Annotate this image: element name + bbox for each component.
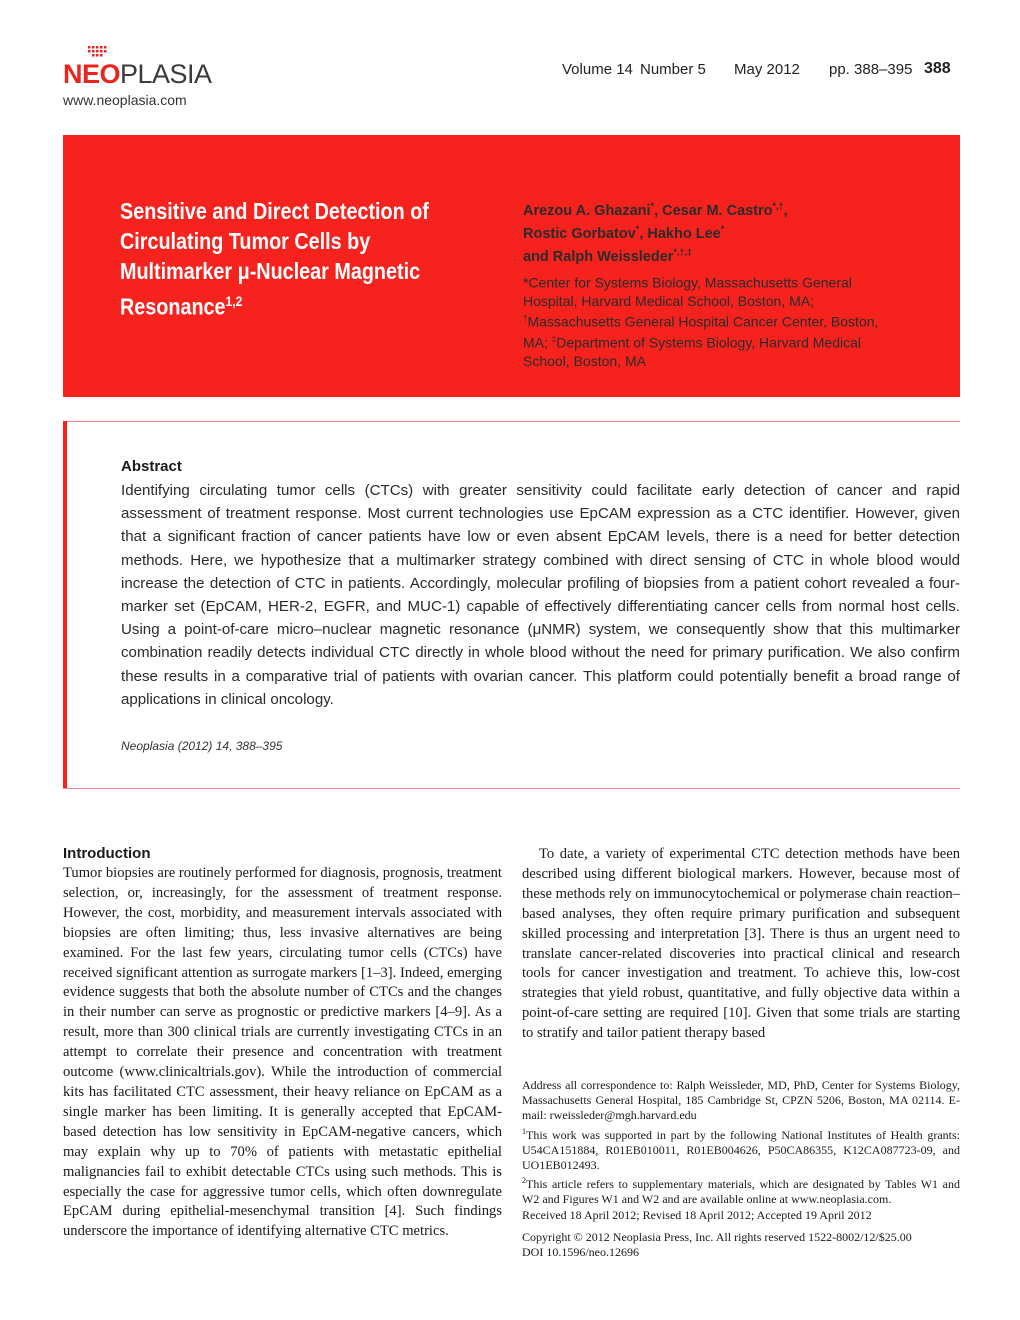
author-name: and Ralph Weissleder [523, 248, 674, 265]
affiliation-sup: † [523, 314, 528, 324]
neoplasia-logo [63, 44, 213, 92]
body-column-right [522, 845, 960, 1044]
author-sup: *,† [772, 201, 784, 211]
doi[interactable]: DOI 10.1596/neo.12696 [522, 1245, 639, 1260]
affiliation-text: Massachusetts General Hospital Cancer Center, Boston, MA; [523, 313, 879, 351]
volume: Volume 14 [562, 61, 633, 78]
correspondence-note: Address all correspondence to: Ralph Weissleder, MD, PhD, Center for Systems Biology, Massachusetts General Hospital, 185 Cambridge St, CPZN 5206, Boston, MA 02114. E-mail: rweissleder@mgh.harvard.edu [522, 1078, 960, 1123]
author-separator: , [783, 202, 788, 219]
article-title [120, 196, 430, 322]
author-separator: , [639, 225, 648, 242]
author-separator: , [654, 202, 663, 219]
issue-date: May 2012 [734, 61, 800, 78]
copyright-block [522, 1230, 960, 1260]
citation: Neoplasia (2012) 14, 388–395 [121, 739, 283, 753]
article-title-text: Sensitive and Direct Detection of Circulating Tumor Cells by Multimarker μ-Nuclear Magnetic Resonance [120, 198, 429, 320]
author-sup: * [720, 223, 725, 234]
author-name: Arezou A. Ghazani [523, 202, 651, 219]
body-column-left [63, 864, 502, 1242]
footnote-text: This article refers to supplementary materials, which are designated by Tables W1 and W2 and Figures W1 and W2 and are available online at www.neoplasia.com. [522, 1177, 960, 1207]
logo-wordmark [63, 60, 212, 88]
affiliation-sup: ‡ [551, 335, 557, 345]
footnotes [522, 1078, 960, 1223]
author-sup: *,†,‡ [673, 246, 692, 257]
author-list [523, 197, 903, 265]
logo-word-red: NEO [63, 59, 121, 89]
paragraph: To date, a variety of experimental CTC detection methods have been described using different biological markers. However, because most of these methods rely on immunocytochemical or polymerase chain reaction–based analyses, they often require primary purification and subsequent skilled processing and interpretation [3]. There is thus an urgent need to translate cancer-related discoveries into practical clinical and research tools for cancer investigation and treatment. To achieve this, low-cost strategies that yield robust, quantitative, and fully objective data within a point-of-care setting are required [10]. Given that some trials are starting to stratify and tailor patient therapy based [522, 846, 960, 1042]
abstract-heading: Abstract [121, 458, 182, 475]
footnote-text: This work was supported in part by the following National Institutes of Health grants: U54CA151884, R01EB010011, R01EB004626, P50CA86355, K12CA087723-09, and UO1EB012493. [522, 1127, 960, 1173]
title-footnote-marker: 1,2 [225, 293, 243, 309]
author-name: Rostic Gorbatov [523, 225, 636, 242]
logo-word-grey: PLASIA [120, 59, 212, 89]
footnote-2 [522, 1173, 960, 1207]
received-dates: Received 18 April 2012; Revised 18 April 2012; Accepted 19 April 2012 [522, 1207, 872, 1222]
abstract-bottom-rule [63, 788, 960, 789]
footnote-1 [522, 1124, 960, 1174]
author-sup: * [650, 201, 655, 211]
footnote-marker: 1 [522, 1126, 526, 1136]
logo-dots-icon [88, 46, 108, 60]
author-name: Cesar M. Castro [662, 202, 773, 219]
copyright: Copyright © 2012 Neoplasia Press, Inc. All rights reserved 1522-8002/12/$25.00 [522, 1230, 912, 1244]
page-range: pp. 388–395 [829, 61, 913, 78]
abstract-left-bar [63, 421, 67, 788]
abstract-top-rule [63, 421, 960, 422]
abstract-text: Identifying circulating tumor cells (CTCs) with greater sensitivity could facilitate early detection of cancer and rapid assessment of treatment response. Most current technologies use EpCAM expression as a CTC identifier. However, given that a significant fraction of cancer patients have low or even absent EpCAM levels, there is a need for better detection methods. Here, we hypothesize that a multimarker strategy combined with direct sensing of CTC in whole blood would increase the detection of CTC in patients. Accordingly, molecular profiling of biopsies from a patient cohort revealed a four-marker set (EpCAM, HER-2, EGFR, and MUC-1) capable of effectively differentiating cancer cells from normal host cells. Using a point-of-care micro–nuclear magnetic resonance (μNMR) system, we consequently show that this multimarker combination readily detects individual CTC directly in whole blood without the need for primary purification. We also confirm these results in a comparative trial of patients with ovarian cancer. This platform could potentially benefit a broad range of applications in clinical oncology. [121, 482, 960, 708]
page-number: 388 [924, 60, 951, 77]
affiliations [523, 271, 903, 370]
affiliation-text: Department of Systems Biology, Harvard Medical School, Boston, MA [523, 334, 861, 370]
footnote-marker: 2 [522, 1176, 526, 1186]
paragraph: Tumor biopsies are routinely performed for diagnosis, prognosis, treatment selection, or, increasingly, for the assessment of treatment response. However, the cost, morbidity, and measurement intervals associated with biopsies are often limiting; thus, less invasive alternatives are being examined. For the last few years, circulating tumor cells (CTCs) have received significant attention as surrogate markers [1–3]. Indeed, emerging evidence suggests that both the absolute number of CTCs and the changes in their number can serve as prognostic or predictive markers [4–9]. As a result, more than 300 clinical trials are currently investigating CTCs in an attempt to correlate their presence and concentration with treatment outcome (www.clinicaltrials.gov). While the introduction of commercial kits has facilitated CTC assessment, their heavy reliance on EpCAM as a single marker has been limiting. It is generally accepted that EpCAM-based detection has low sensitivity in EpCAM-negative cancers, which may explain why up to 70% of patients with metastatic epithelial malignancies fail to exhibit detectable CTCs using such methods. This is especially the case for aggressive tumor cells, which often downregulate EpCAM during epithelial-mesenchymal transition [4]. Such findings underscore the importance of identifying alternative CTC metrics. [63, 865, 502, 1240]
author-name: Hakho Lee [647, 225, 721, 242]
affiliation-text: *Center for Systems Biology, Massachusetts General Hospital, Harvard Medical School, Boston, MA; [523, 274, 852, 309]
journal-url[interactable]: www.neoplasia.com [63, 92, 187, 108]
introduction-heading: Introduction [63, 845, 151, 862]
issue-number: Number 5 [640, 61, 706, 78]
author-sup: * [635, 223, 640, 234]
